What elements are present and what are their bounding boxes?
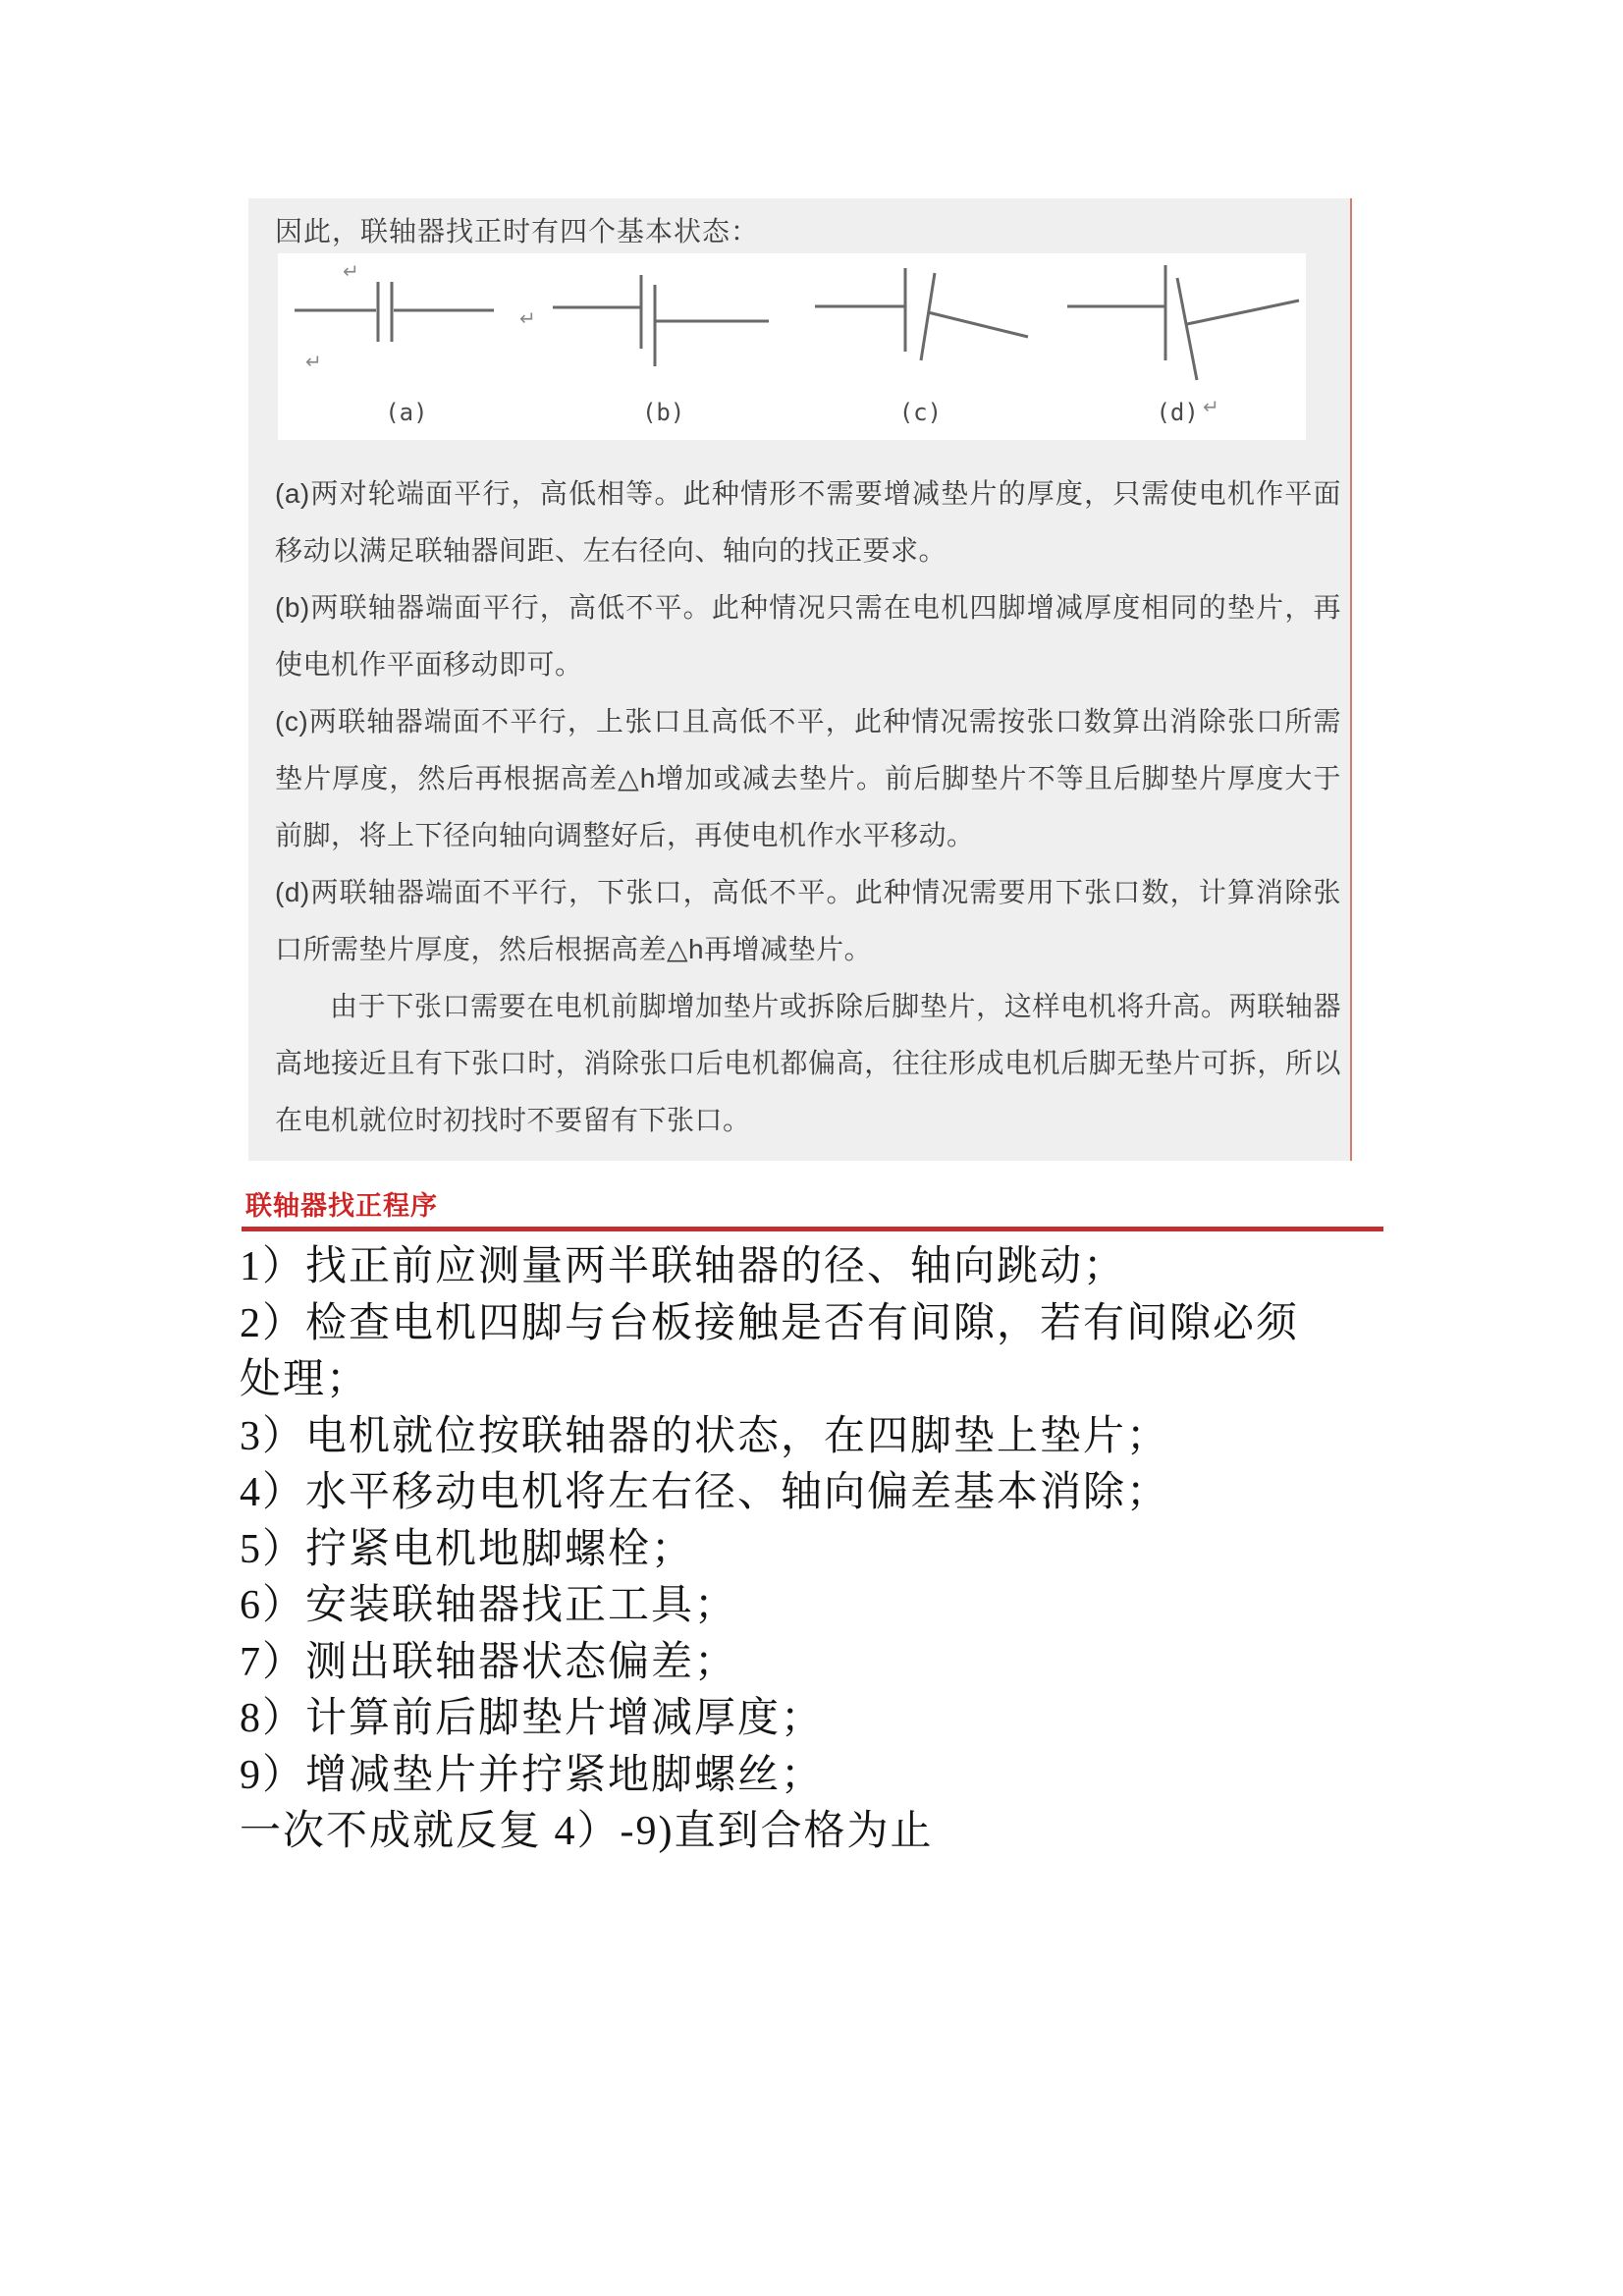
figure-d [1049, 253, 1306, 440]
coupling-diagram-a [278, 253, 535, 399]
procedure-line: 8）计算前后脚垫片增减厚度； [240, 1696, 825, 1741]
figure-label-b: (b) [641, 399, 685, 426]
procedure-line: 9）增减垫片并拧紧地脚螺丝； [240, 1752, 825, 1798]
figure-a [278, 253, 535, 440]
coupling-diagram-d [1049, 253, 1306, 399]
heading-rule [242, 1227, 1383, 1231]
procedure-line: 5）拧紧电机地脚螺栓； [240, 1526, 695, 1572]
paragraph: (c)两联轴器端面不平行，上张口且高低不平，此种情况需按张口数算出消除张口所需垫片厚度，然后再根据高差△h增加或减去垫片。前后脚垫片不等且后脚垫片厚度大于前脚，将上下径向轴向调整好后，再使电机作水平移动。 [275, 706, 1341, 850]
procedure-line: 2）检查电机四脚与台板接触是否有间隙，若有间隙必须 [240, 1300, 1300, 1346]
procedure-line: 7）测出联轴器状态偏差； [240, 1639, 738, 1685]
procedure-line: 1）找正前应测量两半联轴器的径、轴向跳动； [240, 1244, 1127, 1289]
procedure-line: 6）安装联轴器找正工具； [240, 1583, 738, 1628]
figure-label-a: (a) [385, 399, 428, 426]
coupling-states-paragraphs [275, 465, 1341, 1149]
section-heading: 联轴器找正程序 [245, 1191, 438, 1221]
procedure-line: 处理； [240, 1357, 370, 1402]
procedure-line: 4）水平移动电机将左右径、轴向偏差基本消除； [240, 1470, 1170, 1515]
coupling-diagram-c [792, 253, 1050, 399]
procedure-list [240, 1239, 1418, 1861]
figure-b [535, 253, 792, 440]
coupling-diagram-b [535, 253, 792, 399]
procedure-line: 3）电机就位按联轴器的状态，在四脚垫上垫片； [240, 1413, 1170, 1459]
paragraph: 由于下张口需要在电机前脚增加垫片或拆除后脚垫片，这样电机将升高。两联轴器高地接近且有下张口时，消除张口后电机都偏高，往往形成电机后脚无垫片可拆，所以在电机就位时初找时不要留有下张口。 [275, 991, 1341, 1135]
figure-label-c: (c) [898, 399, 943, 426]
return-mark-icon: ↵ [1203, 395, 1219, 418]
intro-line: 因此，联轴器找正时有四个基本状态： [275, 216, 760, 246]
coupling-states-box [248, 198, 1352, 1161]
procedure-line: 一次不成就反复 4）-9)直到合格为止 [240, 1809, 934, 1854]
return-mark-icon: ↵ [343, 259, 359, 283]
paragraph: (b)两联轴器端面平行，高低不平。此种情况只需在电机四脚增减厚度相同的垫片，再使电机作平面移动即可。 [275, 592, 1341, 680]
coupling-states-figure [278, 253, 1306, 440]
figure-c [792, 253, 1050, 440]
paragraph: (a)两对轮端面平行，高低相等。此种情形不需要增减垫片的厚度，只需使电机作平面移动以满足联轴器间距、左右径向、轴向的找正要求。 [275, 478, 1341, 566]
figure-label-d: (d) [1156, 399, 1199, 426]
return-mark-icon: ↵ [305, 350, 322, 373]
return-mark-icon: ↵ [519, 306, 536, 330]
paragraph: (d)两联轴器端面不平行，下张口，高低不平。此种情况需要用下张口数，计算消除张口所需垫片厚度，然后根据高差△h再增减垫片。 [275, 877, 1341, 964]
